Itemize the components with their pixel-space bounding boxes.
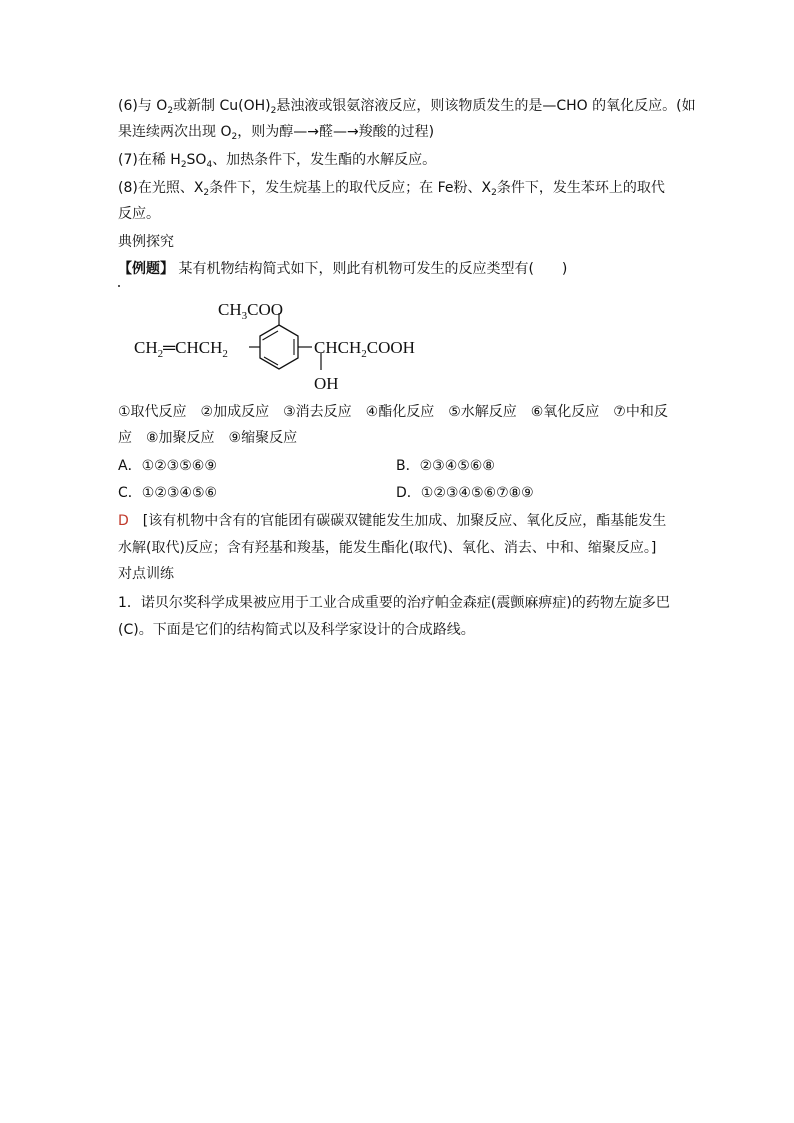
- subscript: 2: [180, 160, 187, 170]
- text-run: (6)与 O: [118, 98, 168, 114]
- text-run: 条件下，发生烷基上的取代反应；在 Fe粉、X: [209, 180, 492, 196]
- text-run: 、加热条件下，发生酯的水解反应。: [212, 152, 437, 168]
- option-d: D．①②③④⑤⑥⑦⑧⑨: [396, 485, 534, 501]
- answer-line-2: [118, 535, 656, 561]
- text-run: (7)在稀 H: [118, 152, 181, 168]
- question-1-line-1: [118, 590, 670, 616]
- text-run: 果连续两次出现 O: [118, 124, 232, 140]
- top-group-label: $CH_3COO$: [218, 300, 284, 322]
- subscript: 2: [203, 188, 210, 198]
- text-run: 悬浊液或银氨溶液反应，则该物质发生的是—CHO 的氧化反应。(如: [276, 98, 696, 114]
- section-title-examples: [118, 229, 174, 255]
- stray-dot: [118, 285, 120, 287]
- example-question: [118, 256, 567, 282]
- answer-explanation: 水解(取代)反应；含有羟基和羧基，能发生酯化(取代)、氧化、消去、中和、缩聚反应。]: [118, 540, 657, 556]
- paragraph-6-line-2: [118, 119, 434, 150]
- subscript: 2: [167, 106, 174, 116]
- answer-letter: D: [118, 513, 129, 529]
- reaction-types-line-1: [118, 399, 668, 425]
- paragraph-7: [118, 147, 436, 178]
- ring-double-bond: [263, 331, 279, 340]
- text-run: SO: [186, 152, 207, 168]
- subscript: 2: [231, 132, 238, 142]
- option-b: B．②③④⑤⑥⑧: [396, 458, 495, 474]
- paragraph-8-line-2: [118, 201, 160, 227]
- benzene-ring: [260, 325, 298, 369]
- text-run: 反应。: [118, 206, 160, 222]
- option-c: C．①②③④⑤⑥: [118, 485, 218, 501]
- subscript: 2: [270, 106, 277, 116]
- right-group-label: $CHCH_2COOH$: [314, 338, 415, 360]
- reaction-types-text: ①取代反应 ②加成反应 ③消去反应 ④酯化反应 ⑤水解反应 ⑥氧化反应 ⑦中和反: [118, 404, 668, 420]
- example-question-text: 某有机物结构简式如下，则此有机物可发生的反应类型有( ): [174, 261, 568, 277]
- reaction-types-line-2: [118, 425, 297, 451]
- section-title: 对点训练: [118, 566, 174, 582]
- subscript: 2: [491, 188, 497, 198]
- left-group-label: $CH_2═CHCH_2$: [134, 338, 228, 360]
- structural-formula: [128, 295, 448, 395]
- question-1-line-2: [118, 617, 475, 643]
- text-run: (8)在光照、X: [118, 180, 204, 196]
- text-run: ，则为醇—→醛—→羧酸的过程): [237, 124, 435, 140]
- text-run: 或新制 Cu(OH): [173, 98, 271, 114]
- option-a: A．①②③⑤⑥⑨: [118, 458, 217, 474]
- answer-line-1: [118, 508, 666, 534]
- paragraph-8-line-1: [118, 175, 665, 206]
- section-title: 典例探究: [118, 234, 174, 250]
- text-run: 条件下，发生苯环上的取代: [496, 180, 665, 196]
- subscript: 4: [206, 160, 213, 170]
- example-tag: 【例题】: [118, 261, 174, 277]
- reaction-types-text: 应 ⑧加聚反应 ⑨缩聚反应: [118, 430, 298, 446]
- question-text: 1．诺贝尔奖科学成果被应用于工业合成重要的治疗帕金森症(震颤麻痹症)的药物左旋多巴: [118, 595, 670, 611]
- section-title-training: [118, 561, 174, 587]
- question-text: (C)。下面是它们的结构简式以及科学家设计的合成路线。: [118, 622, 475, 638]
- answer-explanation: [该有机物中含有的官能团有碳碳双键能发生加成、加聚反应、氧化反应，酯基能发生: [128, 513, 667, 529]
- hydroxyl-label: OH: [314, 374, 339, 393]
